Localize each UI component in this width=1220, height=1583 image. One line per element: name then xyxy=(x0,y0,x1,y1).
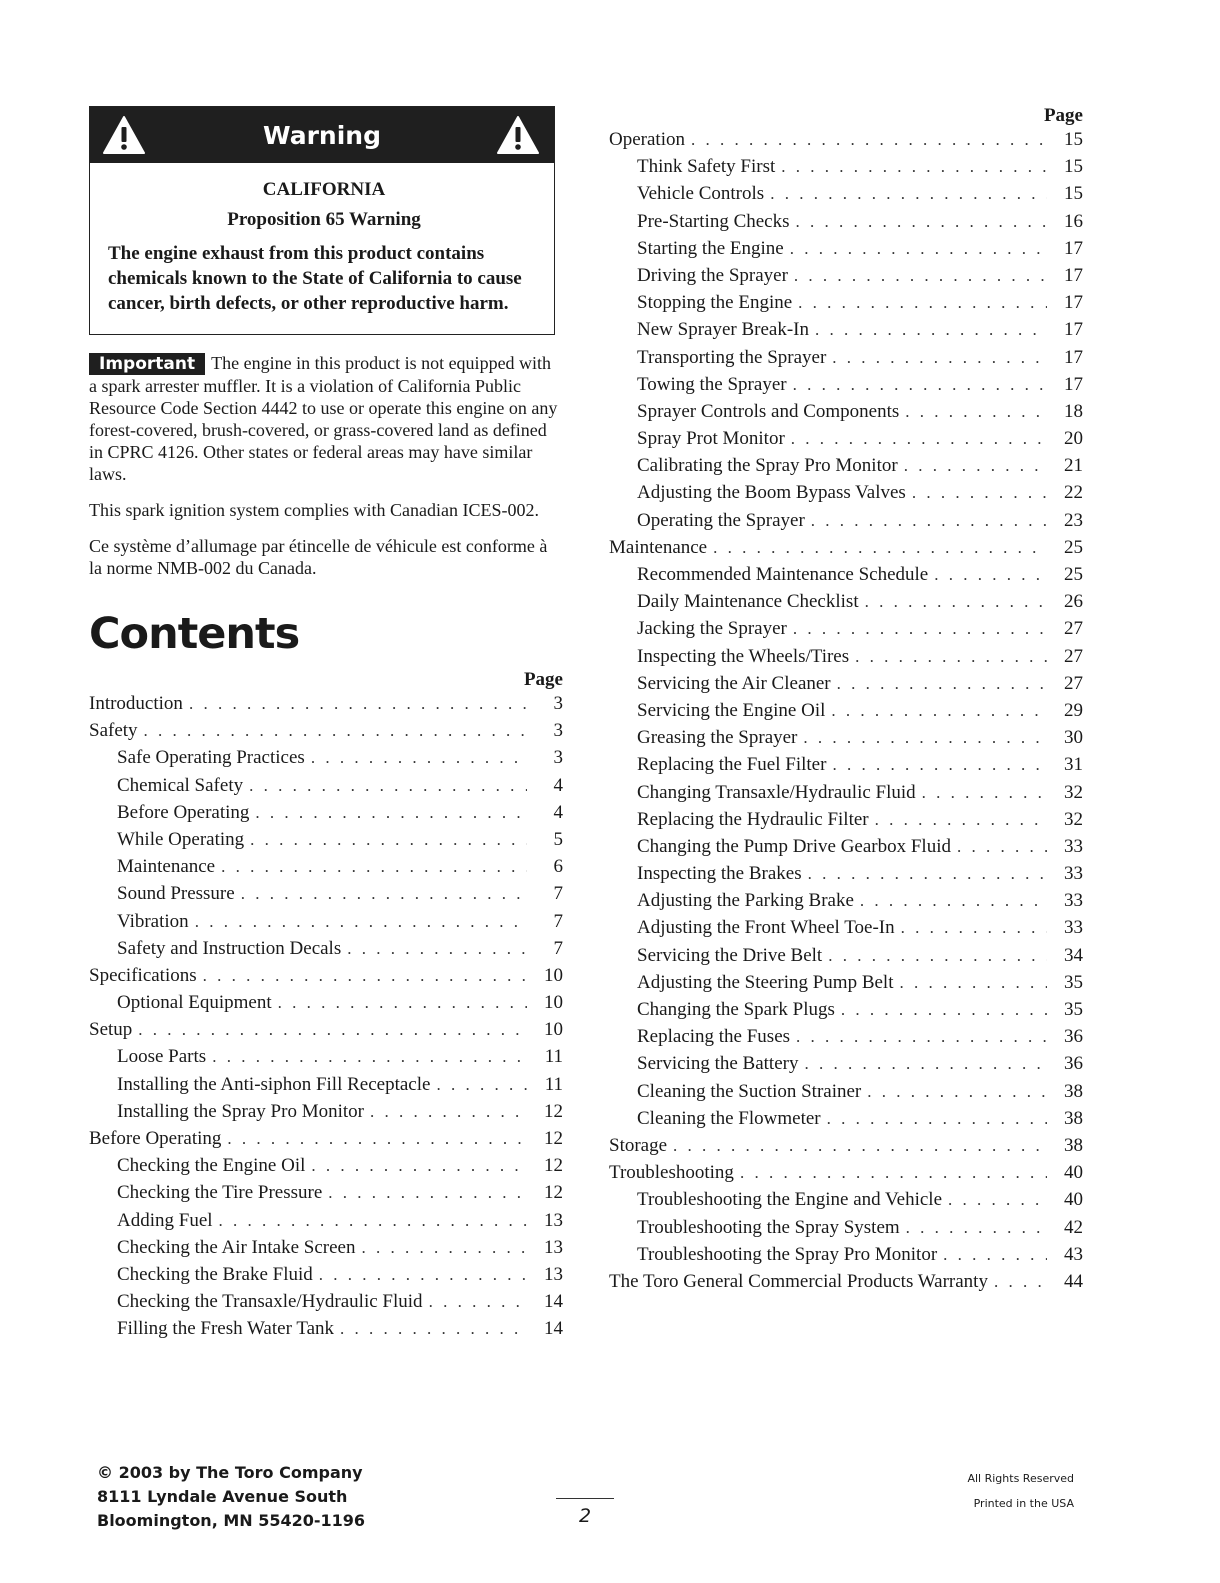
toc-entry-page: 42 xyxy=(1064,1216,1083,1238)
toc-entry[interactable] xyxy=(609,863,1083,890)
toc-entry[interactable] xyxy=(609,1271,1083,1298)
toc-leader-dots xyxy=(370,1102,527,1122)
toc-leader-dots xyxy=(831,701,1047,721)
toc-leader-dots xyxy=(249,776,527,796)
toc-entry-label: Inspecting the Wheels/Tires xyxy=(637,645,850,667)
toc-entry-label: Installing the Anti-siphon Fill Receptacle xyxy=(117,1073,431,1095)
toc-entry[interactable] xyxy=(89,1291,563,1318)
toc-entry[interactable] xyxy=(609,265,1083,292)
toc-leader-dots xyxy=(798,293,1047,313)
toc-entry[interactable] xyxy=(89,965,563,992)
rights-info xyxy=(967,1466,1074,1516)
toc-leader-dots xyxy=(943,1245,1047,1265)
toc-entry-label: Adjusting the Parking Brake xyxy=(637,890,854,912)
toc-entry-page: 27 xyxy=(1064,645,1083,667)
toc-entry-label: Jacking the Sprayer xyxy=(637,618,787,640)
toc-entry-label: Loose Parts xyxy=(117,1046,207,1068)
warning-triangle-icon xyxy=(496,115,540,155)
toc-entry[interactable] xyxy=(609,183,1083,210)
toc-entry[interactable] xyxy=(609,211,1083,238)
toc-entry-page: 27 xyxy=(1064,672,1083,694)
toc-entry[interactable] xyxy=(609,428,1083,455)
toc-entry-label: Daily Maintenance Checklist xyxy=(637,591,859,613)
toc-leader-dots xyxy=(904,456,1047,476)
toc-leader-dots xyxy=(804,1054,1047,1074)
toc-entry-page: 27 xyxy=(1064,618,1083,640)
toc-entry-label: Checking the Tire Pressure xyxy=(117,1182,323,1204)
toc-leader-dots xyxy=(255,803,527,823)
toc-entry-page: 36 xyxy=(1064,1053,1083,1075)
toc-leader-dots xyxy=(828,946,1047,966)
toc-entry[interactable] xyxy=(89,883,563,910)
important-notice xyxy=(89,352,563,485)
toc-leader-dots xyxy=(867,1082,1047,1102)
toc-leader-dots xyxy=(905,402,1047,422)
toc-entry[interactable] xyxy=(609,129,1083,156)
toc-leader-dots xyxy=(796,212,1047,232)
toc-entry-label: Maintenance xyxy=(117,856,216,878)
toc-entry-label: While Operating xyxy=(117,828,245,850)
toc-entry-label: Safety xyxy=(89,720,138,742)
toc-leader-dots xyxy=(361,1238,527,1258)
toc-entry-label: Changing Transaxle/Hydraulic Fluid xyxy=(637,781,916,803)
toc-entry-page: 14 xyxy=(544,1291,563,1313)
toc-entry[interactable] xyxy=(609,238,1083,265)
page-column-header: Page xyxy=(1043,105,1083,126)
toc-entry-label: Servicing the Drive Belt xyxy=(637,944,823,966)
toc-entry-page: 7 xyxy=(553,910,563,932)
toc-entry-page: 33 xyxy=(1064,863,1083,885)
toc-entry-page: 11 xyxy=(544,1046,563,1068)
toc-entry[interactable] xyxy=(609,537,1083,564)
toc-entry-label: Sound Pressure xyxy=(117,883,235,905)
warning-subtitle: Proposition 65 Warning xyxy=(227,209,421,230)
toc-entry[interactable] xyxy=(609,1081,1083,1108)
toc-entry-label: Chemical Safety xyxy=(117,774,244,796)
toc-leader-dots xyxy=(794,266,1047,286)
toc-leader-dots xyxy=(219,1211,527,1231)
printed-in: Printed in the USA xyxy=(973,1497,1074,1510)
toc-entry-label: Spray Prot Monitor xyxy=(637,428,785,450)
toc-leader-dots xyxy=(144,721,527,741)
toc-entry-label: Safe Operating Practices xyxy=(117,747,305,769)
toc-entry-page: 10 xyxy=(544,992,563,1014)
warning-body xyxy=(90,163,554,334)
toc-entry-label: Vehicle Controls xyxy=(637,183,765,205)
toc-leader-dots xyxy=(328,1183,527,1203)
right-column xyxy=(609,103,1083,1298)
toc-entry[interactable] xyxy=(609,401,1083,428)
copyright: © 2003 by The Toro Company xyxy=(97,1463,363,1482)
toc-entry-page: 13 xyxy=(544,1263,563,1285)
toc-entry-page: 17 xyxy=(1064,237,1083,259)
toc-entry[interactable] xyxy=(609,836,1083,863)
toc-entry[interactable] xyxy=(609,347,1083,374)
toc-leader-dots xyxy=(793,619,1047,639)
toc-leader-dots xyxy=(796,1027,1047,1047)
toc-leader-dots xyxy=(347,939,527,959)
toc-entry[interactable] xyxy=(89,775,563,802)
toc-entry-page: 17 xyxy=(1064,292,1083,314)
toc-entry[interactable] xyxy=(609,374,1083,401)
toc-leader-dots xyxy=(865,592,1047,612)
toc-leader-dots xyxy=(740,1163,1047,1183)
toc-entry-label: Specifications xyxy=(89,964,197,986)
toc-entry[interactable] xyxy=(609,156,1083,183)
toc-entry-label: Storage xyxy=(609,1134,668,1156)
toc-entry[interactable] xyxy=(89,1101,563,1128)
toc-entry-label: Towing the Sprayer xyxy=(637,373,787,395)
toc-entry[interactable] xyxy=(609,890,1083,917)
toc-leader-dots xyxy=(832,348,1047,368)
toc-leader-dots xyxy=(811,511,1047,531)
toc-leader-dots xyxy=(827,1109,1047,1129)
toc-entry-page: 12 xyxy=(544,1155,563,1177)
prop65-warning-box xyxy=(89,106,555,335)
toc-entry[interactable] xyxy=(89,1237,563,1264)
toc-leader-dots xyxy=(227,1129,527,1149)
toc-entry-label: Introduction xyxy=(89,693,183,714)
toc-entry[interactable] xyxy=(89,1019,563,1046)
toc-entry[interactable] xyxy=(609,564,1083,591)
warning-text: The engine exhaust from this product contains chemicals known to the State of California to cause cancer, birth defects, or other reproductive harm. xyxy=(108,243,522,314)
toc-entry-page: 35 xyxy=(1064,971,1083,993)
toc-entry[interactable] xyxy=(89,802,563,829)
toc-entry-page: 13 xyxy=(544,1209,563,1231)
address-line-2: Bloomington, MN 55420-1196 xyxy=(97,1511,366,1530)
toc-entry-label: Driving the Sprayer xyxy=(637,264,788,286)
toc-entry-page: 3 xyxy=(553,747,563,769)
important-badge: Important xyxy=(89,353,205,375)
toc-entry-label: New Sprayer Break-In xyxy=(637,319,809,341)
toc-leader-dots xyxy=(808,864,1047,884)
toc-entry[interactable] xyxy=(609,1217,1083,1244)
toc-entry-page: 3 xyxy=(553,720,563,742)
toc-entry-label: Recommended Maintenance Schedule xyxy=(637,564,929,585)
toc-entry-page: 12 xyxy=(544,1100,563,1122)
toc-entry-label: Servicing the Engine Oil xyxy=(637,699,826,721)
toc-entry-page: 43 xyxy=(1064,1243,1083,1265)
toc-entry-page: 38 xyxy=(1064,1080,1083,1102)
toc-leader-dots xyxy=(790,239,1047,259)
toc-entry-page: 5 xyxy=(553,828,563,850)
toc-entry-page: 34 xyxy=(1064,944,1083,966)
toc-entry[interactable] xyxy=(89,693,563,720)
toc-entry[interactable] xyxy=(89,856,563,883)
toc-entry-label: Servicing the Air Cleaner xyxy=(637,672,831,694)
toc-entry[interactable] xyxy=(609,455,1083,482)
toc-entry-page: 6 xyxy=(553,856,563,878)
toc-entry-page: 16 xyxy=(1064,210,1083,232)
canada-ices-paragraph: This spark ignition system complies with Canadian ICES-002. xyxy=(89,500,539,520)
toc-entry[interactable] xyxy=(609,1053,1083,1080)
toc-entry-page: 17 xyxy=(1064,264,1083,286)
publisher-info xyxy=(97,1461,365,1533)
contents-title: Contents xyxy=(89,609,300,659)
toc-leader-dots xyxy=(436,1075,527,1095)
toc-entry[interactable] xyxy=(89,1210,563,1237)
toc-entry-label: Replacing the Fuses xyxy=(637,1026,791,1048)
toc-entry-page: 40 xyxy=(1064,1162,1083,1184)
toc-entry-label: Troubleshooting xyxy=(609,1162,734,1184)
toc-entry-page: 33 xyxy=(1064,835,1083,857)
toc-entry[interactable] xyxy=(609,1244,1083,1271)
toc-entry-label: Stopping the Engine xyxy=(637,292,793,314)
toc-entry[interactable] xyxy=(609,646,1083,673)
toc-entry-label: Replacing the Hydraulic Filter xyxy=(637,808,869,830)
important-text: The engine in this product is not equipped with a spark arrester muffler. It is a violation of California Public Resource Code Section 4442 to use or operate this engine on any forest-covered, brush-covered, or grass-covered land as defined in CPRC 4126. Other states or federal areas may have similar laws. xyxy=(89,353,558,484)
toc-entry-page: 32 xyxy=(1064,781,1083,803)
toc-entry-page: 35 xyxy=(1064,999,1083,1020)
toc-entry-label: Before Operating xyxy=(89,1128,222,1149)
toc-entry-page: 22 xyxy=(1064,482,1083,504)
toc-entry[interactable] xyxy=(609,917,1083,944)
page-column-header: Page xyxy=(523,669,563,690)
toc-leader-dots xyxy=(791,429,1047,449)
toc-entry-page: 14 xyxy=(544,1318,563,1340)
toc-entry-label: Safety and Instruction Decals xyxy=(117,937,342,959)
toc-entry[interactable] xyxy=(609,754,1083,781)
toc-leader-dots xyxy=(195,912,527,932)
toc-entry[interactable] xyxy=(609,482,1083,509)
toc-entry-label: Adjusting the Front Wheel Toe-In xyxy=(637,917,895,939)
warning-title: Warning xyxy=(263,120,381,150)
toc-entry-label: Maintenance xyxy=(609,536,708,558)
toc-entry-page: 4 xyxy=(553,801,563,823)
toc-entry-page: 10 xyxy=(544,1019,563,1041)
toc-leader-dots xyxy=(221,857,527,877)
toc-entry-page: 25 xyxy=(1064,536,1083,558)
toc-entry-page: 17 xyxy=(1064,346,1083,368)
toc-entry[interactable] xyxy=(89,1074,563,1101)
toc-entry-page: 38 xyxy=(1064,1134,1083,1156)
toc-entry[interactable] xyxy=(89,829,563,856)
toc-leader-dots xyxy=(875,810,1047,830)
toc-left-list xyxy=(89,693,563,1346)
toc-entry-label: Inspecting the Brakes xyxy=(637,863,802,885)
toc-entry-label: Adding Fuel xyxy=(117,1209,213,1231)
toc-entry[interactable] xyxy=(89,911,563,938)
toc-entry-label: Changing the Pump Drive Gearbox Fluid xyxy=(637,835,951,857)
toc-entry-label: Before Operating xyxy=(117,801,250,823)
toc-entry-page: 15 xyxy=(1064,183,1083,205)
toc-entry[interactable] xyxy=(609,727,1083,754)
toc-entry-label: Cleaning the Suction Strainer xyxy=(637,1080,862,1102)
toc-entry[interactable] xyxy=(609,782,1083,809)
toc-entry-label: Operating the Sprayer xyxy=(637,509,805,531)
toc-entry[interactable] xyxy=(609,1026,1083,1053)
toc-entry[interactable] xyxy=(89,1046,563,1073)
toc-entry[interactable] xyxy=(609,1189,1083,1216)
toc-leader-dots xyxy=(250,830,527,850)
toc-entry[interactable] xyxy=(609,618,1083,645)
toc-entry-label: Pre-Starting Checks xyxy=(637,210,790,232)
toc-leader-dots xyxy=(673,1136,1047,1156)
toc-leader-dots xyxy=(900,973,1048,993)
toc-entry-page: 13 xyxy=(544,1236,563,1258)
toc-entry[interactable] xyxy=(609,510,1083,537)
toc-leader-dots xyxy=(203,966,527,986)
toc-entry-label: Adjusting the Steering Pump Belt xyxy=(637,971,894,993)
toc-entry-page: 44 xyxy=(1064,1270,1083,1292)
page-number: 2 xyxy=(578,1505,592,1527)
toc-entry[interactable] xyxy=(609,809,1083,836)
toc-entry-label: Troubleshooting the Engine and Vehicle xyxy=(637,1189,943,1211)
toc-leader-dots xyxy=(340,1319,527,1339)
toc-leader-dots xyxy=(803,728,1047,748)
toc-leader-dots xyxy=(832,755,1047,775)
toc-entry[interactable] xyxy=(609,1162,1083,1189)
toc-entry-label: Transporting the Sprayer xyxy=(637,346,827,368)
page-number-rule xyxy=(556,1498,614,1499)
toc-leader-dots xyxy=(793,375,1047,395)
toc-leader-dots xyxy=(994,1272,1047,1292)
toc-entry[interactable] xyxy=(89,720,563,747)
toc-entry-page: 7 xyxy=(553,883,563,905)
toc-leader-dots xyxy=(912,483,1047,503)
toc-entry-page: 33 xyxy=(1064,917,1083,939)
toc-entry-label: Installing the Spray Pro Monitor xyxy=(117,1100,364,1122)
toc-entry-page: 7 xyxy=(553,937,563,959)
toc-entry-page: 17 xyxy=(1064,319,1083,341)
left-column xyxy=(89,106,563,1346)
toc-entry-label: Calibrating the Spray Pro Monitor xyxy=(637,455,898,477)
toc-entry[interactable] xyxy=(609,319,1083,346)
toc-leader-dots xyxy=(319,1265,527,1285)
toc-leader-dots xyxy=(770,184,1047,204)
toc-entry-label: Sprayer Controls and Components xyxy=(637,400,900,422)
toc-entry-label: Checking the Engine Oil xyxy=(117,1155,306,1177)
toc-entry[interactable] xyxy=(609,673,1083,700)
toc-entry-page: 23 xyxy=(1064,509,1083,531)
toc-entry-label: Checking the Air Intake Screen xyxy=(117,1236,356,1258)
toc-entry-label: Vibration xyxy=(117,910,189,932)
toc-entry-page: 15 xyxy=(1064,156,1083,178)
toc-entry[interactable] xyxy=(89,1155,563,1182)
toc-entry[interactable] xyxy=(609,292,1083,319)
toc-entry-page: 12 xyxy=(544,1128,563,1149)
toc-entry-page: 40 xyxy=(1064,1189,1083,1211)
toc-leader-dots xyxy=(906,1218,1047,1238)
toc-entry-page: 15 xyxy=(1064,129,1083,150)
toc-entry[interactable] xyxy=(609,945,1083,972)
toc-leader-dots xyxy=(841,1000,1047,1020)
toc-entry-page: 32 xyxy=(1064,808,1083,830)
toc-leader-dots xyxy=(311,1156,527,1176)
toc-entry[interactable] xyxy=(609,1135,1083,1162)
toc-leader-dots xyxy=(815,320,1047,340)
toc-leader-dots xyxy=(713,538,1047,558)
toc-entry-label: Operation xyxy=(609,129,685,150)
toc-entry-page: 30 xyxy=(1064,727,1083,749)
warning-state: CALIFORNIA xyxy=(262,179,386,200)
toc-entry-page: 21 xyxy=(1064,455,1083,477)
toc-leader-dots xyxy=(241,884,527,904)
toc-entry-label: Troubleshooting the Spray Pro Monitor xyxy=(637,1243,938,1265)
toc-entry[interactable] xyxy=(609,700,1083,727)
toc-entry[interactable] xyxy=(89,1182,563,1209)
toc-entry-page: 36 xyxy=(1064,1026,1083,1048)
toc-entry-label: Troubleshooting the Spray System xyxy=(637,1216,900,1238)
toc-entry-page: 4 xyxy=(553,774,563,796)
toc-entry-page: 11 xyxy=(544,1073,563,1095)
toc-entry[interactable] xyxy=(609,972,1083,999)
toc-entry-page: 17 xyxy=(1064,373,1083,395)
toc-entry[interactable] xyxy=(89,992,563,1019)
toc-entry-page: 29 xyxy=(1064,699,1083,721)
toc-leader-dots xyxy=(212,1047,527,1067)
toc-leader-dots xyxy=(901,918,1047,938)
toc-entry-page: 26 xyxy=(1064,591,1083,613)
toc-entry-page: 3 xyxy=(553,693,563,714)
toc-leader-dots xyxy=(934,565,1047,585)
toc-leader-dots xyxy=(311,748,527,768)
toc-leader-dots xyxy=(189,694,527,714)
toc-entry-label: Filling the Fresh Water Tank xyxy=(117,1318,335,1340)
toc-right-list xyxy=(609,129,1083,1298)
toc-entry-label: Optional Equipment xyxy=(117,992,272,1014)
toc-entry[interactable] xyxy=(89,1318,563,1345)
toc-entry[interactable] xyxy=(89,1128,563,1155)
toc-entry-label: Starting the Engine xyxy=(637,237,784,259)
toc-entry-label: Replacing the Fuel Filter xyxy=(637,754,827,776)
toc-entry-label: Think Safety First xyxy=(637,156,776,178)
toc-entry-label: Checking the Brake Fluid xyxy=(117,1263,313,1285)
toc-entry-page: 31 xyxy=(1064,754,1083,776)
toc-entry[interactable] xyxy=(89,1264,563,1291)
toc-entry-page: 10 xyxy=(544,964,563,986)
toc-leader-dots xyxy=(781,157,1047,177)
toc-entry[interactable] xyxy=(89,747,563,774)
toc-entry-label: The Toro General Commercial Products Warranty xyxy=(609,1270,988,1292)
toc-leader-dots xyxy=(837,674,1047,694)
toc-entry[interactable] xyxy=(609,591,1083,618)
toc-entry-label: Checking the Transaxle/Hydraulic Fluid xyxy=(117,1291,423,1313)
toc-leader-dots xyxy=(922,783,1047,803)
toc-entry-page: 38 xyxy=(1064,1107,1083,1129)
address-line-1: 8111 Lyndale Avenue South xyxy=(97,1487,348,1506)
toc-leader-dots xyxy=(957,837,1047,857)
toc-leader-dots xyxy=(855,647,1047,667)
warning-triangle-icon xyxy=(102,115,146,155)
toc-leader-dots xyxy=(948,1190,1047,1210)
toc-entry-page: 12 xyxy=(544,1182,563,1204)
toc-entry-page: 33 xyxy=(1064,890,1083,912)
toc-entry-label: Adjusting the Boom Bypass Valves xyxy=(637,482,906,504)
warning-header xyxy=(90,107,554,163)
toc-entry-label: Changing the Spark Plugs xyxy=(637,999,835,1020)
toc-leader-dots xyxy=(860,891,1047,911)
toc-leader-dots xyxy=(278,993,527,1013)
toc-leader-dots xyxy=(429,1292,527,1312)
rights-reserved: All Rights Reserved xyxy=(967,1472,1074,1485)
toc-entry-label: Greasing the Sprayer xyxy=(637,727,798,749)
toc-entry[interactable] xyxy=(89,938,563,965)
toc-entry-label: Cleaning the Flowmeter xyxy=(637,1107,821,1129)
toc-leader-dots xyxy=(138,1020,527,1040)
toc-entry-page: 18 xyxy=(1064,400,1083,422)
toc-entry-page: 25 xyxy=(1064,564,1083,585)
toc-entry-label: Setup xyxy=(89,1019,133,1041)
toc-entry[interactable] xyxy=(609,999,1083,1026)
canada-nmb-paragraph: Ce système d’allumage par étincelle de véhicule est conforme à la norme NMB-002 du Canada. xyxy=(89,536,548,578)
toc-leader-dots xyxy=(691,130,1047,150)
toc-entry-label: Servicing the Battery xyxy=(637,1053,799,1075)
toc-entry-page: 20 xyxy=(1064,428,1083,450)
toc-entry[interactable] xyxy=(609,1108,1083,1135)
